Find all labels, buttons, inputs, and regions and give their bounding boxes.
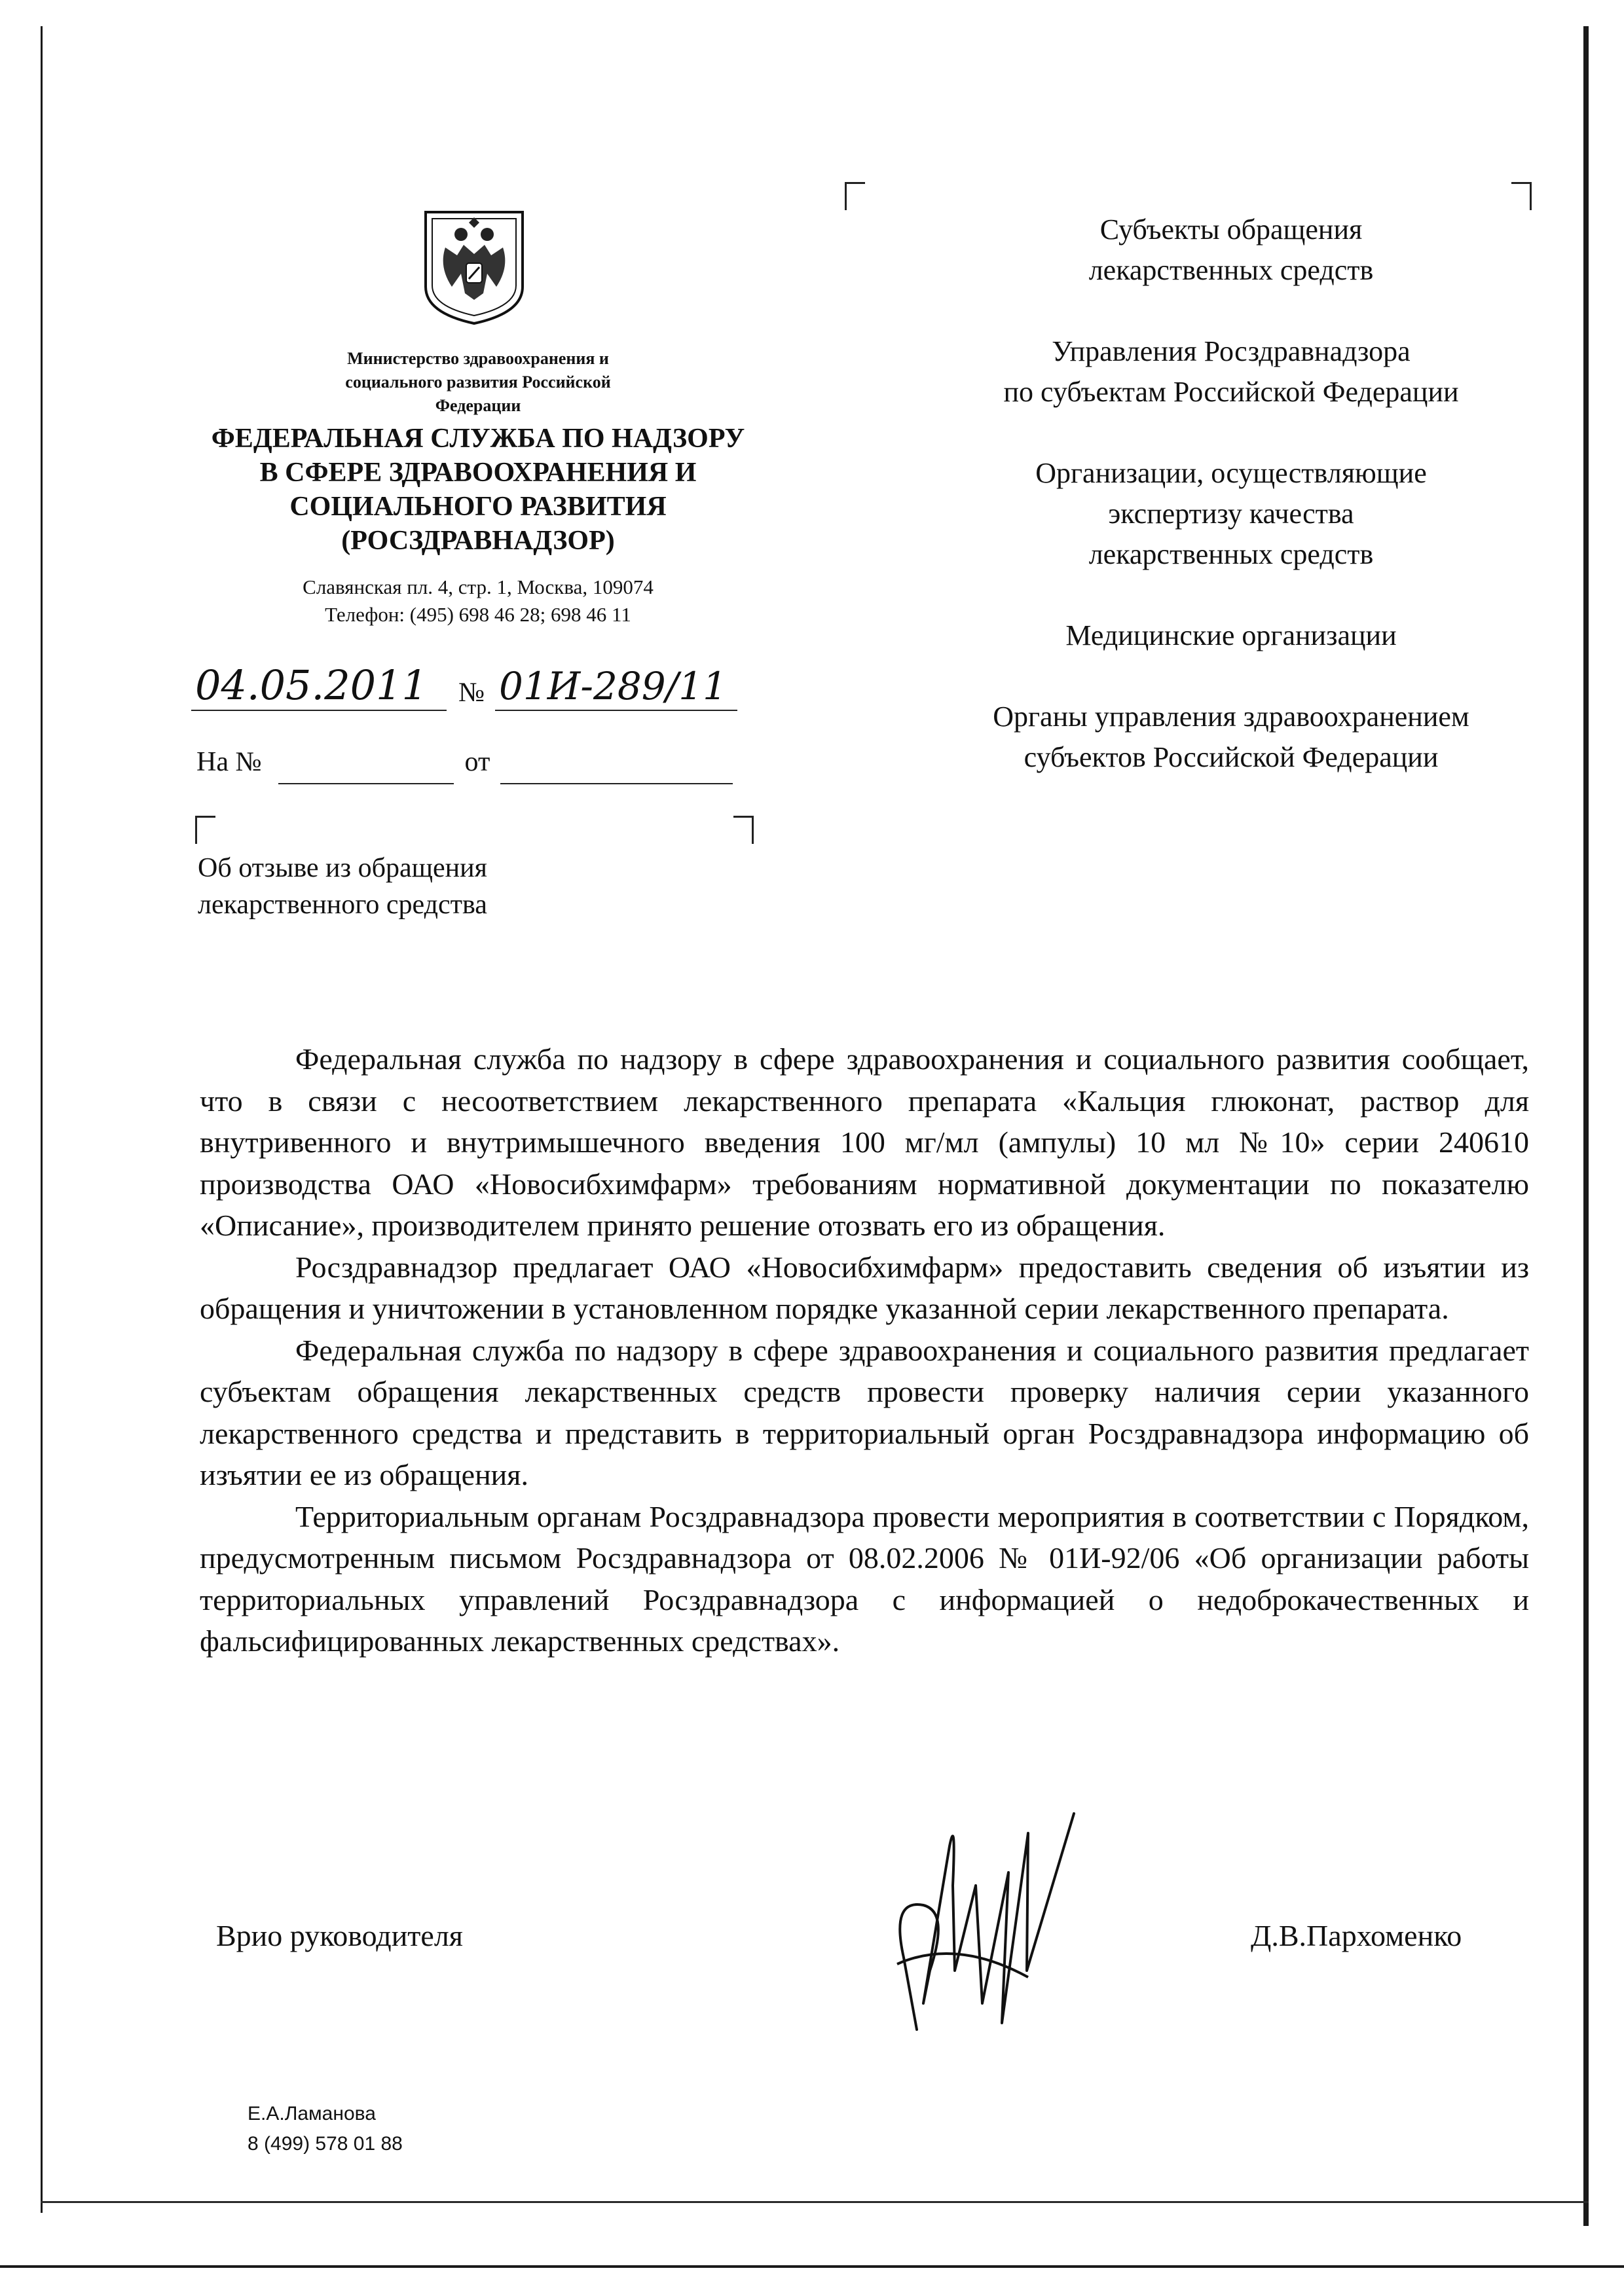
reference-number-blank <box>278 783 454 784</box>
scan-edge-right <box>1583 26 1589 2226</box>
coat-of-arms-icon <box>419 208 529 326</box>
recipient-4: Медицинские организации <box>1065 619 1397 651</box>
body-paragraph-3: Федеральная служба по надзору в сфере здравоохранения и социального развития предлагает субъектам обращения лекарственных средств провести проверку наличия серии указанного лекарственного средства и представить в территориальный орган Росздравнадзора информацию об изъятии ее из обращения. <box>200 1333 1529 1491</box>
ministry-name-text: Министерство здравоохранения и социального развития Российской Федерации <box>345 349 611 415</box>
reference-from-label: от <box>464 747 490 777</box>
body-paragraph-2: Росздравнадзор предлагает ОАО «Новосибхимфарм» предоставить сведения об изъятии из обращения и уничтожении в установленном порядке указанной серии лекарственного препарата. <box>200 1250 1529 1325</box>
recipient-2: Управления Росздравнадзора по субъектам Российской Федерации <box>1003 335 1459 408</box>
recipient-bracket-right <box>1511 182 1532 210</box>
signatory-title: Врио руководителя <box>216 1919 463 1952</box>
subject-line-2: лекарственного средства <box>198 890 487 920</box>
letter-body <box>200 1038 1529 1662</box>
address-block <box>216 574 740 629</box>
subject-bracket-right <box>733 816 754 844</box>
executor-name: Е.А.Ламанова <box>248 2103 376 2124</box>
service-name <box>170 422 786 558</box>
recipients-list <box>917 210 1545 818</box>
outgoing-date <box>191 653 447 710</box>
scan-edge-left <box>41 26 43 2213</box>
reference-line <box>196 746 490 778</box>
body-paragraph-1: Федеральная служба по надзору в сфере здравоохранения и социального развития сообщает, что в связи с несоответствием лекарственного препарата «Кальция глюконат, раствор для внутривенного и внутримышечного введения 100 мг/мл (ампулы) 10 мл №10» серии 240610 производства ОАО «Новосибхимфарм» требованиям нормативной документации по показателю «Описание», производителем принято решение отозвать его из обращения. <box>200 1042 1529 1242</box>
number-underline <box>495 710 737 711</box>
recipient-5: Органы управления здравоохранением субъектов Российской Федерации <box>993 701 1469 773</box>
reference-label: На № <box>196 747 262 777</box>
executor-block <box>248 2099 403 2159</box>
number-label: № <box>458 678 485 708</box>
signatory-name: Д.В.Пархоменко <box>1251 1919 1462 1952</box>
scan-edge-bottom <box>41 2201 1589 2203</box>
reference-date-blank <box>500 783 733 784</box>
executor-phone: 8 (499) 578 01 88 <box>248 2133 403 2155</box>
recipient-1: Субъекты обращения лекарственных средств <box>1088 213 1374 286</box>
address: Славянская пл. 4, стр. 1, Москва, 109074 <box>303 575 654 598</box>
recipient-3: Организации, осуществляющие экспертизу качества лекарственных средств <box>1035 457 1427 570</box>
subject-line-1: Об отзыве из обращения <box>198 853 487 883</box>
service-line-2: В СФЕРЕ ЗДРАВООХРАНЕНИЯ И <box>259 458 697 488</box>
scan-edge-page-bottom <box>0 2265 1624 2268</box>
body-paragraph-4: Территориальным органам Росздравнадзора провести мероприятия в соответствии с Порядком, предусмотренным письмом Росздравнадзора от 08.02.2006 № 01И-92/06 «Об организации работы территориальных управлений Росздравнадзора с информацией о недоброкачественных и фальсифицированных лекарственных средствах». <box>200 1499 1529 1658</box>
service-line-1: ФЕДЕРАЛЬНАЯ СЛУЖБА ПО НАДЗОРУ <box>211 424 745 454</box>
service-line-4: (РОСЗДРАВНАДЗОР) <box>341 526 615 556</box>
phone: Телефон: (495) 698 46 28; 698 46 11 <box>325 603 631 626</box>
letter-subject <box>198 850 787 923</box>
ministry-name <box>216 347 740 418</box>
outgoing-number <box>495 648 744 711</box>
recipient-bracket-left <box>845 182 865 210</box>
service-line-3: СОЦИАЛЬНОГО РАЗВИТИЯ <box>289 492 667 522</box>
date-underline <box>191 710 447 711</box>
outgoing-date-text: 04.05.2011 <box>195 661 428 709</box>
handwritten-signature <box>877 1807 1087 2043</box>
outgoing-number-text: 01И-289/11 <box>499 664 728 708</box>
subject-bracket-left <box>195 816 215 844</box>
